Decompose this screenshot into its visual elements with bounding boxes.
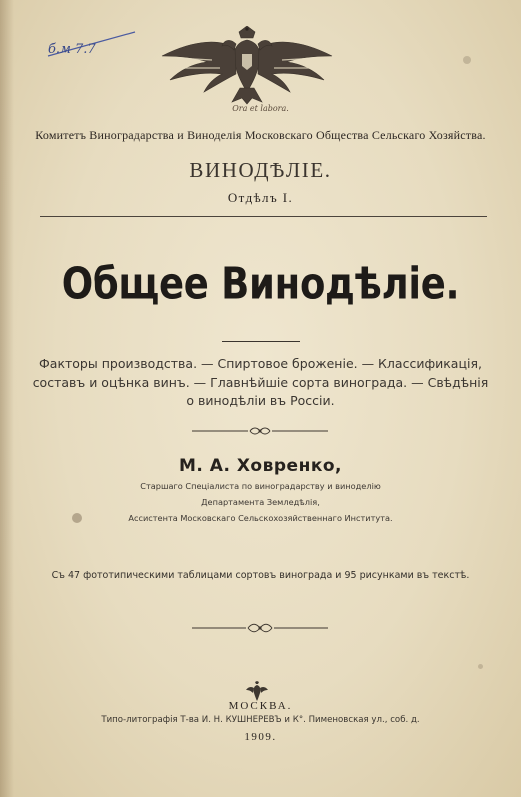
credential-line: Ассистента Московскаго Сельскохозяйственнаго Института. <box>128 513 393 523</box>
description-line: о винодѣліи въ Россіи. <box>186 393 335 408</box>
ornament-divider-icon <box>190 622 330 634</box>
illustrations-note: Съ 47 фототипическими таблицами сортовъ винограда и 95 рисунками въ текстѣ. <box>51 570 470 581</box>
committee-heading: Комитетъ Виноградарства и Виноделія Московскаго Общества Сельскаго Хозяйства. <box>35 128 486 142</box>
description-line: Факторы производства. — Спиртовое броженіе. — Классификація, <box>39 356 482 371</box>
description <box>24 355 497 411</box>
title-underline <box>222 341 300 342</box>
description-line: составъ и оцѣнка винъ. — Главнѣйшіе сорта винограда. — Свѣдѣнія <box>32 374 489 390</box>
motto: Ora et labora. <box>232 104 289 113</box>
publication-year: 1909. <box>244 731 277 743</box>
divider-rule <box>40 216 487 217</box>
city: МОСКВА. <box>228 700 293 712</box>
binding-shadow <box>0 0 14 797</box>
pencil-inscription <box>40 26 140 66</box>
author-name: М. А. Ховренко, <box>179 456 342 476</box>
printer-imprint: Типо-литографія Т-ва И. Н. КУШНЕРЕВЪ и К°. Пименовская ул., соб. д. <box>101 715 420 725</box>
double-headed-eagle-icon <box>152 26 342 106</box>
credential-line: Департамента Земледѣлія, <box>201 497 320 507</box>
pencil-note-text: б.м 7.7 <box>48 42 96 57</box>
paper-stain <box>463 56 471 64</box>
paper-stain <box>72 513 82 523</box>
series-title: ВИНОДѢЛІЕ. <box>189 158 332 182</box>
ornament-divider-icon <box>190 425 330 437</box>
credential-line: Старшаго Спеціалиста по виноградарству и виноделію <box>140 481 381 491</box>
main-title: Общее Винодѣліе. <box>61 258 460 309</box>
section-label: Отдѣлъ I. <box>227 190 294 205</box>
paper-stain <box>478 664 483 669</box>
